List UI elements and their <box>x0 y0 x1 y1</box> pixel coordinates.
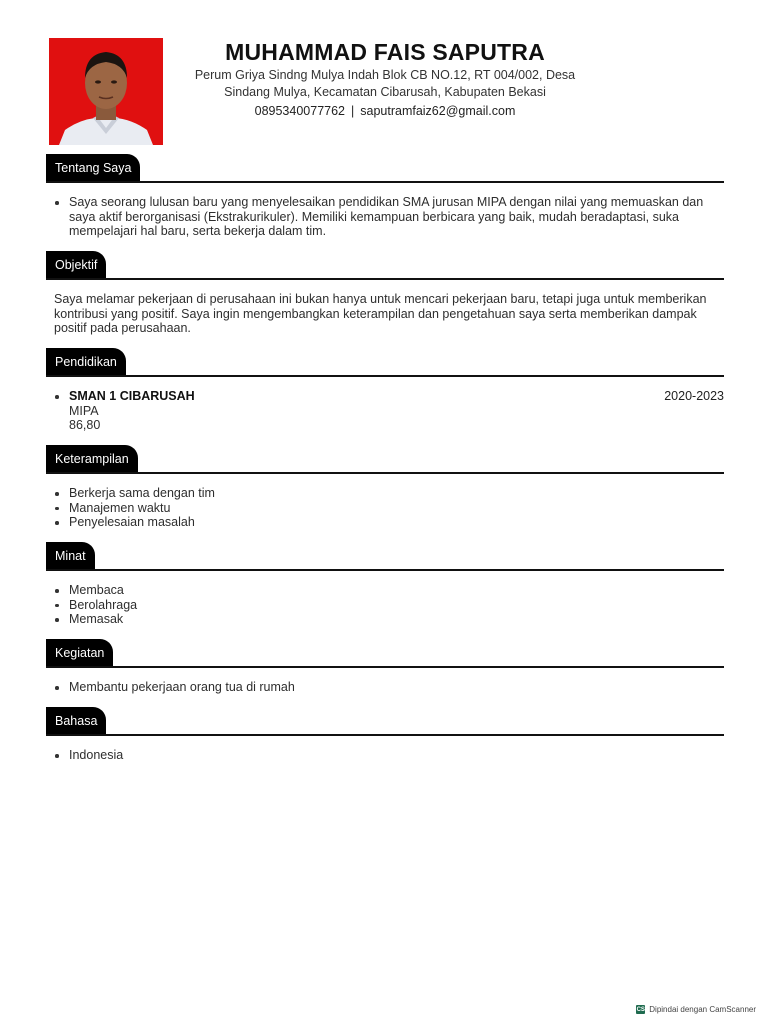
list-item: Manajemen waktu <box>46 501 724 516</box>
section-divider <box>46 569 724 571</box>
section-title: Objektif <box>46 251 106 280</box>
list-item: Berolahraga <box>46 598 724 613</box>
education-entry <box>46 389 724 433</box>
school-name: SMAN 1 CIBARUSAH <box>69 389 195 403</box>
resume-header <box>170 38 600 119</box>
education-score: 86,80 <box>69 418 101 432</box>
section-keterampilan <box>46 445 724 530</box>
skills-list <box>46 486 724 530</box>
section-title: Keterampilan <box>46 445 138 474</box>
section-header <box>46 348 724 377</box>
section-objektif <box>46 251 724 336</box>
section-title: Kegiatan <box>46 639 113 668</box>
list-item: Memasak <box>46 612 724 627</box>
section-divider <box>46 666 724 668</box>
section-title: Tentang Saya <box>46 154 140 183</box>
section-pendidikan <box>46 348 724 433</box>
camscanner-watermark <box>636 1005 756 1014</box>
list-item: Saya seorang lulusan baru yang menyelesaikan pendidikan SMA jurusan MIPA dengan nilai yang memuaskan dan saya aktif berorganisasi (Ekstrakurikuler). Memiliki kemampuan berbicara yang baik, mudah beradaptasi, suka mempelajari hal baru, serta bekerja dalam tim. <box>46 195 724 239</box>
list-item: Membantu pekerjaan orang tua di rumah <box>46 680 724 695</box>
section-divider <box>46 278 724 280</box>
section-divider <box>46 472 724 474</box>
email-address[interactable]: saputramfaiz62@gmail.com <box>360 104 516 118</box>
profile-photo <box>49 38 163 145</box>
list-item: Penyelesaian masalah <box>46 515 724 530</box>
section-title: Pendidikan <box>46 348 126 377</box>
phone-number: 0895340077762 <box>254 104 345 118</box>
contact-line <box>170 103 600 119</box>
camscanner-text: Dipindai dengan CamScanner <box>649 1005 756 1014</box>
candidate-name: MUHAMMAD FAIS SAPUTRA <box>225 39 545 65</box>
section-bahasa <box>46 707 724 763</box>
interests-list <box>46 583 724 627</box>
section-divider <box>46 181 724 183</box>
section-header <box>46 542 724 571</box>
languages-list <box>46 748 724 763</box>
section-title: Minat <box>46 542 95 571</box>
section-header <box>46 639 724 668</box>
camscanner-icon: CS <box>636 1006 645 1013</box>
activities-list <box>46 680 724 695</box>
section-divider <box>46 375 724 377</box>
list-item: Membaca <box>46 583 724 598</box>
section-tentang-saya <box>46 154 724 239</box>
section-header <box>46 707 724 736</box>
contact-separator: | <box>351 104 355 118</box>
address-line-1: Perum Griya Sindng Mulya Indah Blok CB NO.12, RT 004/002, Desa <box>194 68 576 82</box>
section-kegiatan <box>46 639 724 695</box>
section-title: Bahasa <box>46 707 106 736</box>
objektif-text: Saya melamar pekerjaan di perusahaan ini bukan hanya untuk mencari pekerjaan baru, tetapi juga untuk memberikan kontribusi yang positif. Saya ingin mengembangkan keterampilan dan pengetahuan saya serta memberikan dampak positif pada perusahaan. <box>54 292 707 335</box>
education-list <box>46 389 724 433</box>
address-line-2: Sindang Mulya, Kecamatan Cibarusah, Kabupaten Bekasi <box>224 85 546 99</box>
education-major: MIPA <box>69 403 99 418</box>
section-header <box>46 251 724 280</box>
person-portrait-icon <box>49 38 163 145</box>
education-years: 2020-2023 <box>664 389 724 403</box>
section-divider <box>46 734 724 736</box>
section-header <box>46 154 724 183</box>
section-minat <box>46 542 724 627</box>
tentang-list <box>46 195 724 239</box>
section-header <box>46 445 724 474</box>
list-item: Berkerja sama dengan tim <box>46 486 724 501</box>
list-item: Indonesia <box>46 748 724 763</box>
